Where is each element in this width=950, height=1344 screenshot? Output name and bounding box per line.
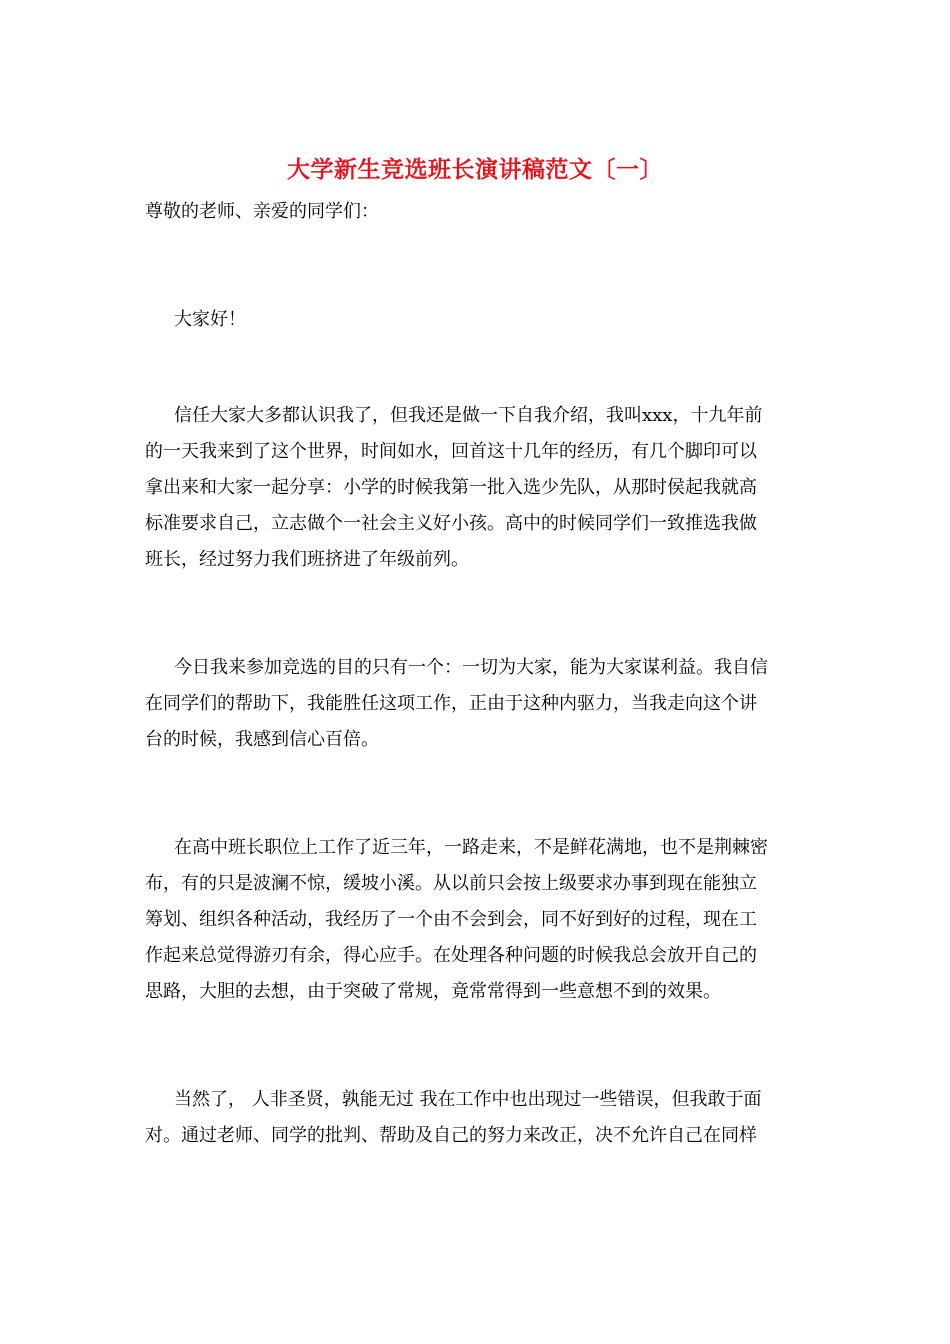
paragraph-line: 拿出来和大家一起分享：小学的时候我第一批入选少先队，从那时侯起我就高 bbox=[145, 477, 757, 498]
paragraph-line: 台的时候，我感到信心百倍。 bbox=[145, 729, 379, 750]
paragraph-line: 布，有的只是波澜不惊，缓坡小溪。从以前只会按上级要求办事到现在能独立 bbox=[145, 873, 757, 894]
paragraph-line: 班长，经过努力我们班挤进了年级前列。 bbox=[145, 549, 469, 570]
paragraph-purpose bbox=[145, 650, 805, 758]
paragraph-line: 筹划、组织各种活动，我经历了一个由不会到会，同不好到好的过程，现在工 bbox=[145, 909, 757, 930]
paragraph-line: 的一天我来到了这个世界，时间如水，回首这十几年的经历，有几个脚印可以 bbox=[145, 441, 757, 462]
paragraph-line: 在高中班长职位上工作了近三年，一路走来，不是鲜花满地，也不是荆棘密 bbox=[174, 837, 768, 858]
greeting-line: 大家好！ bbox=[174, 309, 246, 330]
paragraph-line: 思路，大胆的去想，由于突破了常规，竟常常得到一些意想不到的效果。 bbox=[145, 981, 721, 1002]
salutation: 尊敬的老师、亲爱的同学们： bbox=[145, 201, 379, 222]
paragraph-line: 作起来总觉得游刃有余，得心应手。在处理各种问题的时候我总会放开自己的 bbox=[145, 945, 757, 966]
paragraph-line: 对。通过老师、同学的批判、帮助及自己的努力来改正，决不允许自己在同样 bbox=[145, 1125, 757, 1146]
paragraph-line: 在同学们的帮助下，我能胜任这项工作，正由于这种内驱力，当我走向这个讲 bbox=[145, 693, 757, 714]
paragraph-line: 标准要求自己，立志做个一社会主义好小孩。高中的时候同学们一致推选我做 bbox=[145, 513, 757, 534]
paragraph-line: 当然了， 人非圣贤，孰能无过 我在工作中也出现过一些错误，但我敢于面 bbox=[174, 1089, 762, 1110]
paragraph-line: 今日我来参加竞选的目的只有一个：一切为大家，能为大家谋利益。我自信 bbox=[174, 657, 768, 678]
paragraph-line: 信任大家大多都认识我了，但我还是做一下自我介绍，我叫xxx，十九年前 bbox=[174, 405, 763, 426]
greeting-paragraph bbox=[145, 302, 805, 338]
document-title: 大学新生竞选班长演讲稿范文〔一〕 bbox=[287, 156, 663, 183]
paragraph-mistakes bbox=[145, 1082, 805, 1154]
paragraph-experience bbox=[145, 830, 805, 1010]
paragraph-introduction bbox=[145, 398, 805, 578]
